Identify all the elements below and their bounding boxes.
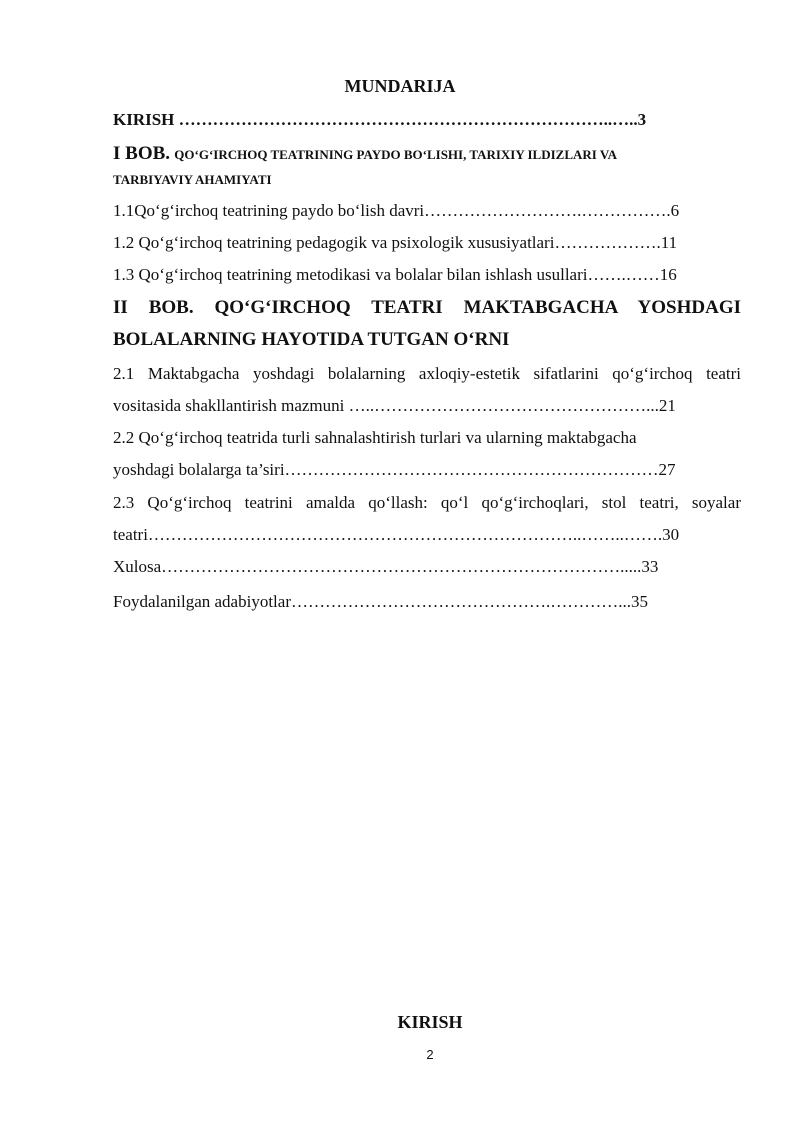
chapter-1-prefix: I BOB.: [113, 143, 171, 164]
toc-entry-adabiyotlar: Foydalanilgan adabiyotlar……………………………………….…………...35: [113, 592, 648, 611]
page-title: MUNDARIJA: [344, 76, 456, 96]
toc-entry-kirish: KIRISH …………………………………………………………………..…..3: [113, 110, 647, 129]
toc-chapter-2-line-1: II BOB. QO‘G‘IRCHOQ TEATRI MAKTABGACHA YOSHDAGI: [113, 297, 741, 318]
toc-entry-1-2: 1.2 Qo‘g‘irchoq teatrining pedagogik va psixologik xususiyatlari……………….11: [113, 233, 678, 252]
page-number: 2: [426, 1047, 434, 1062]
chapter-1-title: QO‘G‘IRCHOQ TEATRINING PAYDO BO‘LISHI, TARIXIY ILDIZLARI VA: [174, 147, 617, 162]
toc-entry-1-1: 1.1Qo‘g‘irchoq teatrining paydo bo‘lish davri……………………….…………….6: [113, 201, 680, 220]
toc-entry-2-2-line-2: yoshdagi bolalarga ta’siri…………………………………………………………27: [113, 460, 676, 479]
toc-entry-1-3: 1.3 Qo‘g‘irchoq teatrining metodikasi va bolalar bilan ishlash usullari…….……16: [113, 265, 677, 284]
next-section-heading: KIRISH: [397, 1012, 463, 1032]
toc-entry-2-1-line-2: vositasida shakllantirish mazmuni …..…………………………………………...21: [113, 396, 676, 415]
toc-entry-2-2-line-1: 2.2 Qo‘g‘irchoq teatrida turli sahnalashtirish turlari va ularning maktabgacha: [113, 428, 637, 447]
toc-chapter-1-line-2: TARBIYAVIY AHAMIYATI: [113, 172, 272, 187]
toc-entry-2-3-line-1: 2.3 Qo‘g‘irchoq teatrini amalda qo‘llash: qo‘l qo‘g‘irchoqlari, stol teatri, soyalar: [113, 493, 741, 512]
toc-entry-xulosa: Xulosa……………………………………………………………………….....33: [113, 557, 659, 576]
toc-chapter-2-line-2: BOLALARNING HAYOTIDA TUTGAN O‘RNI: [113, 329, 510, 350]
toc-entry-2-1-line-1: 2.1 Maktabgacha yoshdagi bolalarning axloqiy-estetik sifatlarini qo‘g‘irchoq teatri: [113, 364, 741, 383]
toc-chapter-1-line-1: [113, 143, 741, 165]
toc-entry-2-3-line-2: teatri…………………………………………………………………..……..…….30: [113, 525, 680, 544]
